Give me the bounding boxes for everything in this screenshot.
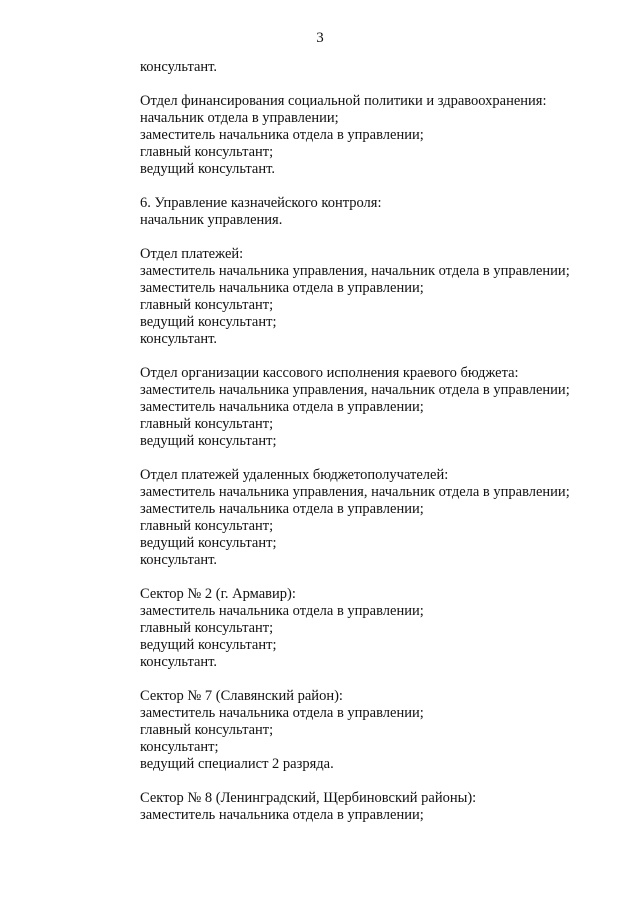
text-line: заместитель начальника управления, начальник отдела в управлении; — [140, 382, 570, 398]
paragraph-gap — [140, 76, 610, 93]
paragraph-gap — [140, 569, 610, 586]
block-heading-line: Отдел платежей: — [140, 246, 244, 262]
block-heading-line: Отдел организации кассового исполнения краевого бюджета: — [140, 365, 519, 381]
text-line: ведущий консультант; — [140, 433, 277, 449]
text-line: главный консультант; — [140, 620, 274, 636]
text-line: главный консультант; — [140, 722, 274, 738]
text-line: главный консультант; — [140, 416, 274, 432]
text-line: консультант. — [140, 59, 218, 75]
text-line: заместитель начальника управления, начальник отдела в управлении; — [140, 484, 570, 500]
text-line: консультант. — [140, 552, 218, 568]
text-line: заместитель начальника отдела в управлении; — [140, 603, 424, 619]
block-heading-line: 6. Управление казначейского контроля: — [140, 195, 382, 211]
text-line: консультант; — [140, 739, 219, 755]
paragraph-block — [140, 59, 610, 76]
text-line: заместитель начальника отдела в управлении; — [140, 807, 424, 823]
paragraph-block — [140, 246, 610, 348]
text-line: заместитель начальника управления, начальник отдела в управлении; — [140, 263, 570, 279]
paragraph-block — [140, 688, 610, 773]
block-heading-line: Сектор № 7 (Славянский район): — [140, 688, 343, 704]
paragraph-gap — [140, 773, 610, 790]
text-line: начальник отдела в управлении; — [140, 110, 339, 126]
block-heading-line: Сектор № 8 (Ленинградский, Щербиновский районы): — [140, 790, 477, 806]
text-line: ведущий консультант; — [140, 637, 277, 653]
text-line: заместитель начальника отдела в управлении; — [140, 127, 424, 143]
paragraph-block — [140, 195, 610, 229]
paragraph-gap — [140, 671, 610, 688]
paragraph-gap — [140, 348, 610, 365]
paragraph-block — [140, 586, 610, 671]
block-heading-line: Отдел платежей удаленных бюджетополучателей: — [140, 467, 449, 483]
text-line: начальник управления. — [140, 212, 283, 228]
text-line: ведущий специалист 2 разряда. — [140, 756, 334, 772]
paragraph-gap — [140, 178, 610, 195]
paragraph-block — [140, 93, 610, 178]
paragraph-block — [140, 365, 610, 450]
text-line: консультант. — [140, 331, 218, 347]
text-line: главный консультант; — [140, 144, 274, 160]
paragraph-gap — [140, 450, 610, 467]
block-heading-line: Отдел финансирования социальной политики и здравоохранения: — [140, 93, 547, 109]
page-number: 3 — [316, 30, 324, 46]
text-line: главный консультант; — [140, 518, 274, 534]
paragraph-block — [140, 790, 610, 824]
text-line: заместитель начальника отдела в управлении; — [140, 399, 424, 415]
document-body — [140, 59, 610, 824]
text-line: ведущий консультант; — [140, 535, 277, 551]
text-line: главный консультант; — [140, 297, 274, 313]
text-line: ведущий консультант. — [140, 161, 275, 177]
text-line: заместитель начальника отдела в управлении; — [140, 280, 424, 296]
text-line: ведущий консультант; — [140, 314, 277, 330]
paragraph-block — [140, 467, 610, 569]
block-heading-line: Сектор № 2 (г. Армавир): — [140, 586, 296, 602]
text-line: заместитель начальника отдела в управлении; — [140, 501, 424, 517]
paragraph-gap — [140, 229, 610, 246]
text-line: консультант. — [140, 654, 218, 670]
text-line: заместитель начальника отдела в управлении; — [140, 705, 424, 721]
